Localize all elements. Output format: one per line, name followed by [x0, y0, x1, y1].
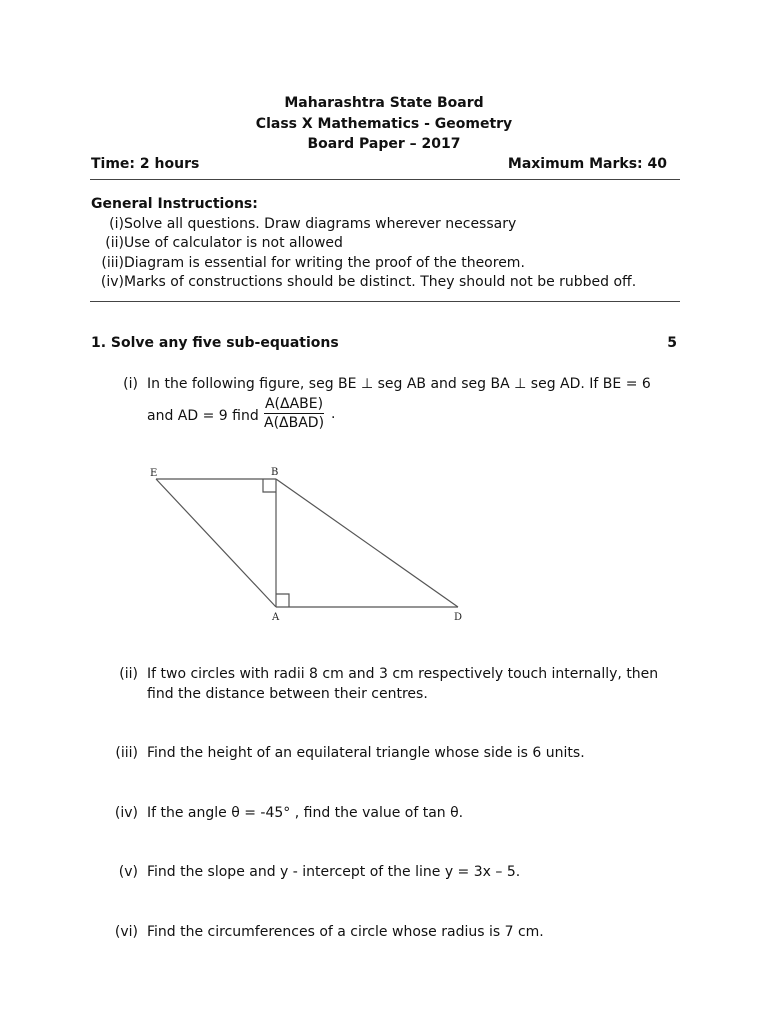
sub-question-text: Find the circumferences of a circle whose radius is 7 cm.: [147, 924, 544, 940]
seg-ea: [156, 479, 276, 607]
max-marks-label: Maximum Marks: 40: [507, 156, 667, 172]
sub-question-text-line2: find the distance between their centres.: [147, 686, 428, 702]
sub-question: [106, 664, 676, 706]
instruction-item: [86, 255, 686, 271]
sub-question-number: (i): [123, 376, 138, 392]
sub-question-number: (v): [118, 864, 138, 880]
sub-question-text: If the angle θ = -45° , find the value of tan θ.: [147, 805, 464, 821]
board-title: Maharashtra State Board: [284, 95, 484, 111]
label-d: D: [454, 612, 463, 623]
instruction-number: (iii): [101, 255, 124, 271]
time-label: Time: 2 hours: [91, 156, 200, 172]
sub-question-text: Find the height of an equilateral triangle whose side is 6 units.: [147, 745, 585, 761]
instruction-text: Marks of constructions should be distinct. They should not be rubbed off.: [124, 274, 637, 290]
question-heading: 1. Solve any five sub-equations: [91, 335, 339, 351]
paper-title: Board Paper – 2017: [307, 136, 461, 152]
sub-question: [106, 862, 676, 884]
question-marks: 5: [667, 335, 677, 351]
fraction-bar: [264, 413, 324, 414]
sub-question: [106, 803, 676, 825]
sub-question: [106, 374, 676, 434]
area-ratio-fraction: [264, 396, 324, 431]
instruction-item: [86, 235, 686, 251]
sub-question: [106, 743, 676, 765]
instruction-text: Solve all questions. Draw diagrams wherever necessary: [124, 216, 517, 232]
subject-title: Class X Mathematics - Geometry: [255, 116, 513, 132]
header-divider: [90, 179, 680, 180]
instruction-number: (iv): [100, 274, 124, 290]
sub-question-text: In the following figure, seg BE ⊥ seg AB and seg BA ⊥ seg AD. If BE = 6: [147, 376, 651, 392]
instruction-text: Diagram is essential for writing the proof of the theorem.: [124, 255, 525, 271]
label-a: A: [272, 612, 280, 623]
instruction-item: [86, 216, 686, 232]
sub-question-number: (iii): [115, 745, 138, 761]
instructions-divider: [90, 301, 680, 302]
fraction-period: .: [331, 406, 336, 422]
instructions-title: General Instructions:: [91, 196, 258, 212]
sub-question-text: Find the slope and y - intercept of the line y = 3x – 5.: [147, 864, 521, 880]
sub-question-number: (vi): [114, 924, 138, 940]
instruction-number: (ii): [105, 235, 124, 251]
sub-question-text: If two circles with radii 8 cm and 3 cm respectively touch internally, then: [147, 666, 659, 682]
instruction-text: Use of calculator is not allowed: [124, 235, 343, 251]
seg-bd: [276, 479, 458, 607]
right-angle-b: [263, 479, 276, 492]
sub-question-number: (iv): [114, 805, 138, 821]
geometry-figure: [140, 460, 480, 630]
instruction-number: (i): [109, 216, 124, 232]
right-angle-a: [276, 594, 289, 607]
sub-question-number: (ii): [119, 666, 138, 682]
sub-question: [106, 922, 676, 944]
fraction-numerator: A(ΔABE): [264, 396, 324, 412]
fraction-denominator: A(ΔBAD): [264, 415, 325, 431]
instruction-item: [86, 274, 686, 290]
label-b: B: [271, 467, 279, 478]
sub-question-text-line2: and AD = 9 find: [147, 408, 259, 424]
label-e: E: [150, 468, 158, 479]
